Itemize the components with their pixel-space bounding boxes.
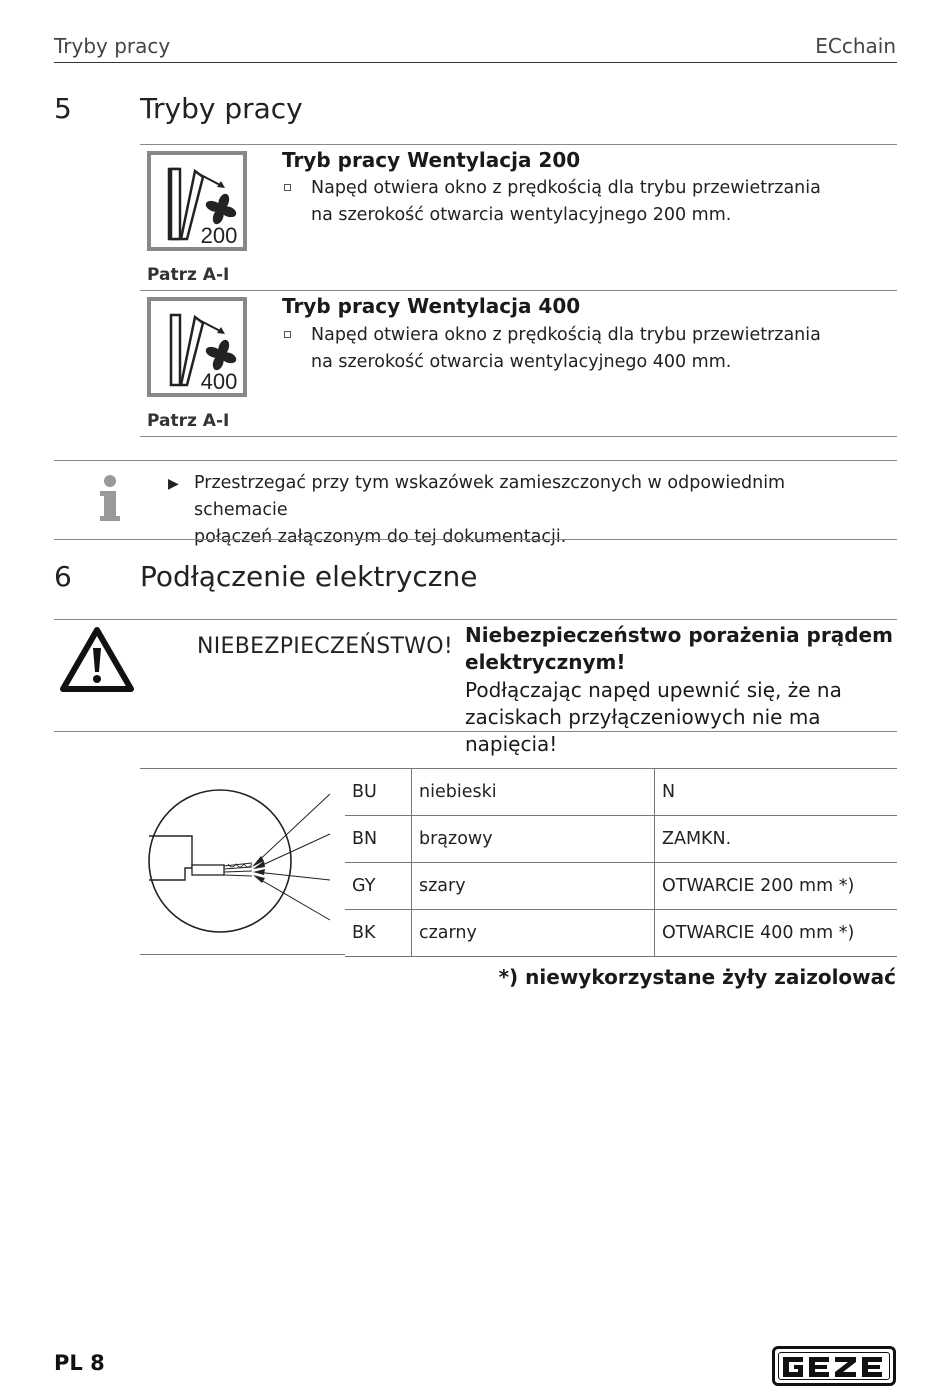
wire-function: OTWARCIE 400 mm *) [655,910,898,957]
warning-divider-bottom [54,731,897,732]
info-divider-bottom [54,539,897,540]
wire-color: niebieski [412,769,655,816]
wire-color-table [345,768,897,957]
warning-triangle-icon [60,626,134,696]
wire-color: szary [412,863,655,910]
wire-code: BK [345,910,412,957]
wire-function: N [655,769,898,816]
section-6-number: 6 [54,560,72,593]
danger-body-line-2: zaciskach przyłączeniowych nie ma napięcia! [465,705,821,756]
danger-heading-line-2: elektrycznym! [465,650,626,674]
wire-color: czarny [412,910,655,957]
danger-heading-line-1: Niebezpieczeństwo porażenia prądem [465,623,893,647]
mode-400-title: Tryb pracy Wentylacja 400 [282,294,581,318]
section-6-title: Podłączenie elektryczne [140,560,478,593]
bullet-icon [284,331,291,338]
ventilation-200-label: 200 [200,223,238,247]
table-row [345,816,897,863]
mode-200-reference: Patrz A-I [147,265,230,285]
danger-label: NIEBEZPIECZEŃSTWO! [197,634,454,659]
running-header-left: Tryby pracy [54,34,171,58]
divider [140,144,897,145]
mode-200-description [311,175,821,229]
section-5-number: 5 [54,92,72,125]
geze-logo [772,1346,896,1386]
info-icon [96,474,124,524]
info-note-line-2: połączeń załączonym do tej dokumentacji. [194,527,567,547]
section-5-title: Tryby pracy [140,92,303,125]
table-footnote: *) niewykorzystane żyły zaizolować [498,965,896,989]
table-row [345,863,897,910]
danger-body [465,677,905,758]
danger-heading [465,622,895,676]
wire-code: GY [345,863,412,910]
header-divider [54,62,897,63]
mode-400-line-1: Napęd otwiera okno z prędkością dla trybu przewietrzania [311,325,821,345]
ventilation-200-icon [147,151,247,251]
running-header-right: ECchain [815,34,896,58]
geze-wordmark [779,1353,891,1381]
info-divider-top [54,460,897,461]
wire-function: OTWARCIE 200 mm *) [655,863,898,910]
wire-code: BU [345,769,412,816]
info-note-line-1: Przestrzegać przy tym wskazówek zamieszczonych w odpowiednim schemacie [194,473,786,520]
warning-divider-top [54,619,897,620]
wire-code: BN [345,816,412,863]
divider [140,290,897,291]
page-number: PL 8 [54,1351,105,1375]
mode-400-line-2: na szerokość otwarcia wentylacyjnego 400 mm. [311,352,732,372]
ventilation-400-icon [147,297,247,397]
danger-body-line-1: Podłączając napęd upewnić się, że na [465,678,842,702]
divider [140,436,897,437]
instruction-arrow-icon: ▶ [168,476,179,492]
ventilation-400-label: 400 [200,369,238,393]
mode-200-title: Tryb pracy Wentylacja 200 [282,148,581,172]
cable-connection-diagram [140,768,345,958]
mode-400-reference: Patrz A-I [147,411,230,431]
bullet-icon [284,184,291,191]
wire-function: ZAMKN. [655,816,898,863]
mode-400-description [311,322,821,376]
mode-200-line-1: Napęd otwiera okno z prędkością dla trybu przewietrzania [311,178,821,198]
table-row [345,769,897,816]
table-row [345,910,897,957]
wire-color: brązowy [412,816,655,863]
mode-200-line-2: na szerokość otwarcia wentylacyjnego 200 mm. [311,205,732,225]
